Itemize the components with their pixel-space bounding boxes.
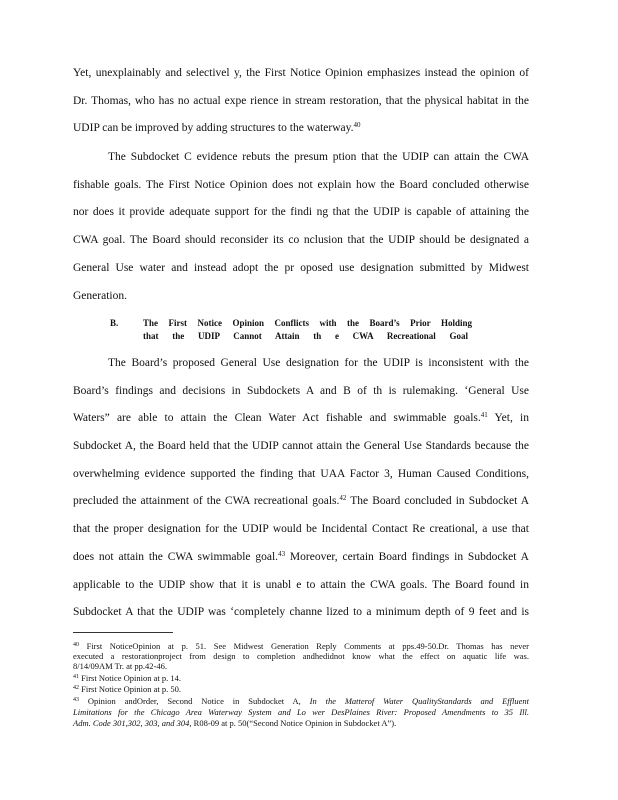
body-line: fishable goals. The First Notice Opinion does not explain how the Board concluded otherwise — [73, 179, 529, 191]
body-line: The Subdocket C evidence rebuts the presum ption that the UDIP can attain the CWA — [108, 151, 529, 163]
body-line: Yet, unexplainably and selectivel y, the First Notice Opinion emphasizes instead the opinion of — [73, 67, 529, 79]
body-line: that the proper designation for the UDIP would be Incidental Contact Re creational, a use that — [73, 523, 529, 535]
body-line: Board’s findings and decisions in Subdockets A and B of th is rulemaking. ‘General Use — [73, 385, 529, 397]
footnote-continuation: Limitations for the Chicago Area Waterway System and Lo wer DesPlaines River: Proposed Amendments to 35 Ill. — [73, 707, 529, 717]
footnote-ref: 40 — [353, 121, 361, 129]
footnote: $^{40}$ First NoticeOpinion at p. 51. See Midwest Generation Reply Comments at pps.49-50.Dr. Thomas has never — [73, 641, 530, 651]
footnote-continuation: executed a restorationproject from design to completion andhedidnot know what the effect on aquatic life was. — [73, 651, 529, 661]
body-line: does not attain the CWA swimmable goal.$^{43}$ Moreover, certain Board findings in Subdocket A — [73, 550, 529, 563]
body-line: The Board’s proposed General Use designation for the UDIP is inconsistent with the — [108, 357, 529, 369]
section-letter: B. — [110, 318, 119, 328]
section-heading-line: that the UDIP Cannot Attain th e CWA Recreational Goal — [143, 331, 468, 341]
footnote: $^{42}$ First Notice Opinion at p. 50. — [73, 684, 181, 694]
footnote-ref: 42 — [339, 494, 347, 502]
body-line: Generation. — [73, 290, 127, 302]
body-line: Subdocket A that the UDIP was ‘completely channe lized to a minimum depth of 9 feet and is — [73, 606, 529, 618]
footnote-continuation: 8/14/09AM Tr. at pp.42-46. — [73, 661, 167, 671]
body-line: Dr. Thomas, who has no actual expe rience in stream restoration, that the physical habitat in the — [73, 95, 529, 107]
footnote-ref: 41 — [480, 411, 488, 419]
footnote-continuation: Adm. Code 301,302, 303, and 304, R08-09 at p. 50(“Second Notice Opinion in Subdocket A”). — [73, 718, 397, 728]
body-line: applicable to the UDIP show that it is unabl e to attain the CWA goals. The Board found in — [73, 579, 529, 591]
footnote: $^{43}$ Opinion andOrder, Second Notice in Subdocket A, In the Matterof Water QualityStandards and Effluent — [73, 696, 530, 706]
body-line: nor does it provide adequate support for the findi ng that the UDIP is capable of attaining the — [73, 206, 529, 218]
body-line: General Use water and instead adopt the pr oposed use designation submitted by Midwest — [73, 262, 529, 274]
section-heading-line: The First Notice Opinion Conflicts with the Board’s Prior Holding — [143, 318, 472, 328]
body-line: CWA goal. The Board should reconsider its co nclusion that the UDIP should be designated a — [73, 234, 529, 246]
footnote-ref: 43 — [278, 550, 286, 558]
body-line: Waters” are able to attain the Clean Water Act fishable and swimmable goals.$^{41}$ Yet, in — [73, 411, 529, 424]
body-line: overwhelming evidence supported the finding that UAA Factor 3, Human Caused Conditions, — [73, 468, 529, 480]
footnote: $^{41}$ First Notice Opinion at p. 14. — [73, 673, 181, 683]
body-line: Subdocket A, the Board held that the UDIP cannot attain the General Use Standards because the — [73, 440, 529, 452]
body-line: precluded the attainment of the CWA recreational goals.$^{42}$ The Board concluded in Subdocket A — [73, 494, 530, 507]
footnote-divider — [73, 632, 173, 633]
body-line: UDIP can be improved by adding structures to the waterway.$^{40}$ — [73, 121, 361, 134]
